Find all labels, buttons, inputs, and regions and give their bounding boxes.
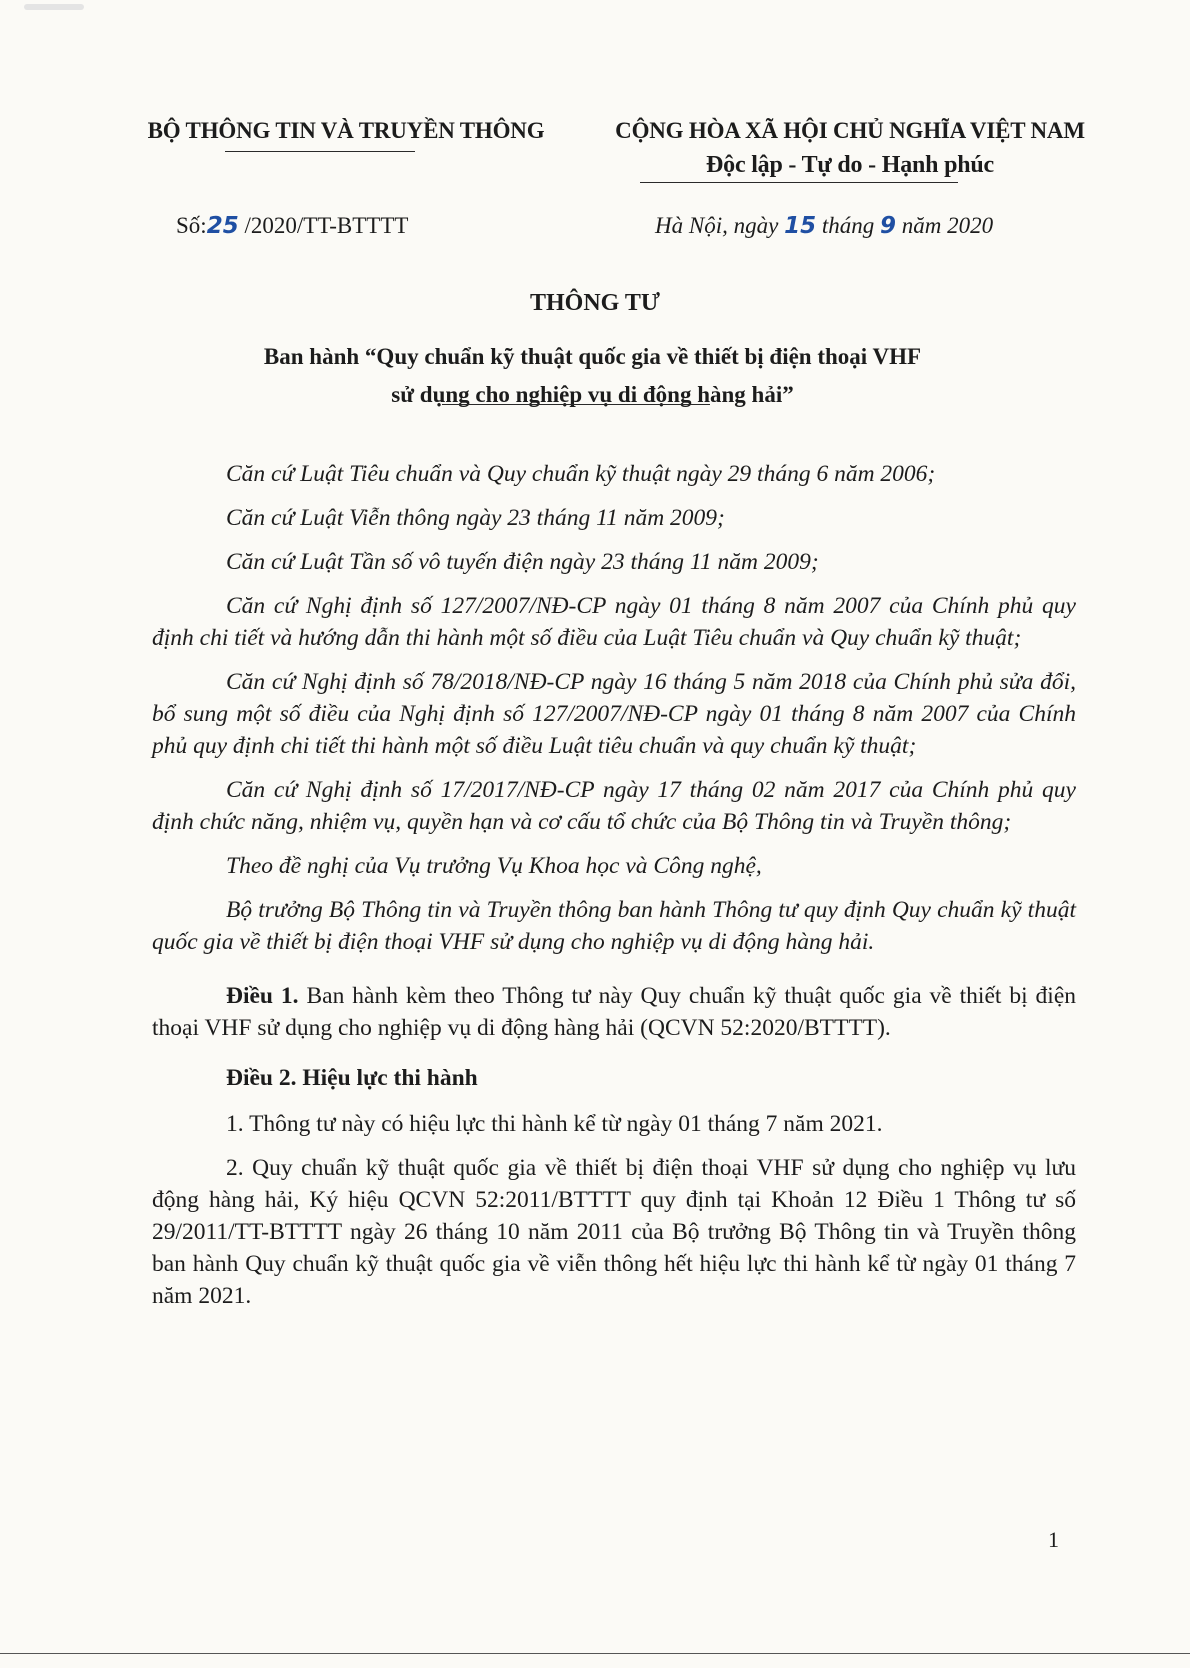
document-subtitle: [140, 338, 1045, 414]
article-1: [152, 980, 1076, 1044]
preamble-line: Bộ trưởng Bộ Thông tin và Truyền thông ban hành Thông tư quy định Quy chuẩn kỹ thuật quốc gia về thiết bị điện thoại VHF sử dụng cho nghiệp vụ di động hàng hải.: [152, 897, 1076, 955]
document-title: THÔNG TƯ: [529, 290, 661, 316]
date-month-handwritten: 9: [879, 213, 896, 239]
preamble-line: Căn cứ Luật Tiêu chuẩn và Quy chuẩn kỹ thuật ngày 29 tháng 6 năm 2006;: [226, 461, 936, 487]
doc-number-suffix: /2020/TT-BTTTT: [238, 213, 409, 238]
preamble-line: Căn cứ Nghị định số 127/2007/NĐ-CP ngày 01 tháng 8 năm 2007 của Chính phủ quy định chi tiết và hướng dẫn thi hành một số điều của Luật Tiêu chuẩn và Quy chuẩn kỹ thuật;: [152, 593, 1076, 651]
preamble-line: Căn cứ Luật Viễn thông ngày 23 tháng 11 năm 2009;: [226, 505, 725, 531]
motto: Độc lập - Tự do - Hạnh phúc: [706, 152, 994, 178]
date-suffix: năm 2020: [895, 213, 994, 238]
title-underline: [442, 404, 710, 405]
nation-name: CỘNG HÒA XÃ HỘI CHỦ NGHĨA VIỆT NAM: [615, 118, 1085, 143]
preamble-line: Theo đề nghị của Vụ trưởng Vụ Khoa học và Công nghệ,: [226, 853, 762, 879]
document-number: [176, 213, 408, 239]
article-1-text: Ban hành kèm theo Thông tư này Quy chuẩn kỹ thuật quốc gia về thiết bị điện thoại VHF sử dụng cho nghiệp vụ di động hàng hải (QCVN 52:2020/BTTTT).: [152, 983, 1077, 1041]
document-body: [152, 458, 1076, 1312]
article-1-label: Điều 1.: [226, 983, 299, 1009]
ministry-underline: [225, 151, 415, 152]
subtitle-line-1: Ban hành “Quy chuẩn kỹ thuật quốc gia về thiết bị điện thoại VHF: [263, 344, 922, 369]
preamble-line: Căn cứ Luật Tần số vô tuyến điện ngày 23 tháng 11 năm 2009;: [226, 549, 819, 575]
nation-header: [590, 118, 1110, 179]
page-number: 1: [1048, 1527, 1059, 1552]
ministry-name: BỘ THÔNG TIN VÀ TRUYỀN THÔNG: [147, 118, 545, 143]
date-prefix: Hà Nội, ngày: [655, 213, 785, 238]
motto-underline: [640, 182, 958, 183]
document-date: [655, 213, 993, 239]
subtitle-line-2: sử dụng cho nghiệp vụ di động hàng hải”: [391, 382, 794, 407]
article-2-item: 1. Thông tư này có hiệu lực thi hành kể từ ngày 01 tháng 7 năm 2021.: [226, 1111, 883, 1137]
doc-number-handwritten: 25: [206, 213, 239, 239]
date-day-handwritten: 15: [784, 213, 817, 239]
scan-speck: [24, 4, 84, 10]
preamble-line: Căn cứ Nghị định số 78/2018/NĐ-CP ngày 16 tháng 5 năm 2018 của Chính phủ sửa đổi, bổ sung một số điều của Nghị định số 127/2007/NĐ-CP ngày 01 tháng 8 năm 2007 của Chính phủ quy định chi tiết thi hành một số điều Luật tiêu chuẩn và quy chuẩn kỹ thuật;: [152, 669, 1076, 759]
scan-edge-line: [0, 1653, 1190, 1654]
doc-number-prefix: Số:: [176, 213, 207, 238]
article-2-heading: Điều 2. Hiệu lực thi hành: [226, 1065, 478, 1091]
preamble-line: Căn cứ Nghị định số 17/2017/NĐ-CP ngày 17 tháng 02 năm 2017 của Chính phủ quy định chức năng, nhiệm vụ, quyền hạn và cơ cấu tổ chức của Bộ Thông tin và Truyền thông;: [152, 777, 1076, 835]
article-2-item: 2. Quy chuẩn kỹ thuật quốc gia về thiết bị điện thoại VHF sử dụng cho nghiệp vụ lưu động hàng hải, Ký hiệu QCVN 52:2011/BTTTT quy định tại Khoản 12 Điều 1 Thông tư số 29/2011/TT-BTTTT ngày 26 tháng 10 năm 2011 của Bộ trưởng Bộ Thông tin và Truyền thông ban hành Quy chuẩn kỹ thuật quốc gia về viễn thông hết hiệu lực thi hành kể từ ngày 01 tháng 7 năm 2021.: [152, 1155, 1076, 1309]
date-mid: tháng: [816, 213, 880, 238]
